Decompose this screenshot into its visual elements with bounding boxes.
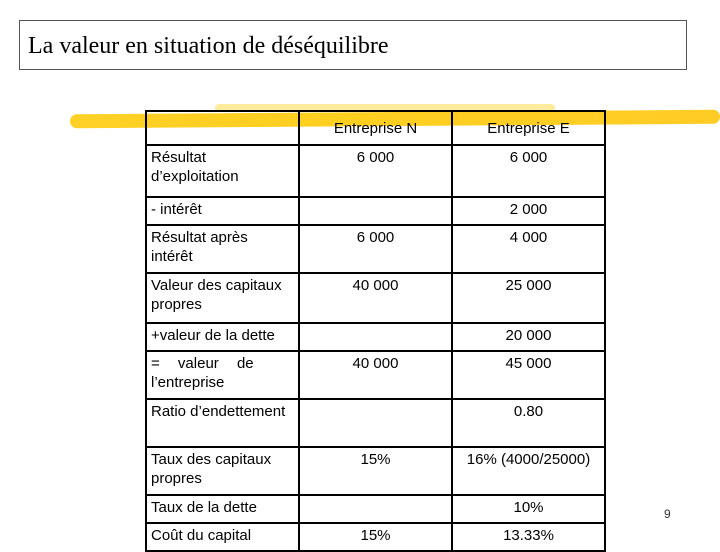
cell-n: 15% [299, 523, 452, 551]
cell-n [299, 495, 452, 523]
cell-e: 25 000 [452, 273, 605, 323]
cell-e: 4 000 [452, 225, 605, 273]
cell-n [299, 197, 452, 225]
table-row [146, 273, 605, 323]
row-label-taux-capitaux-propres: Taux des capitaux propres [146, 447, 299, 495]
cell-n: 40 000 [299, 351, 452, 399]
table-row [146, 197, 605, 225]
table-row [146, 523, 605, 551]
cell-e: 6 000 [452, 145, 605, 197]
table-row [146, 495, 605, 523]
row-label-resultat-exploitation: Résultat d’exploitation [146, 145, 299, 197]
row-label-interet: - intérêt [146, 197, 299, 225]
cell-e: 10% [452, 495, 605, 523]
row-label-cout-capital: Coût du capital [146, 523, 299, 551]
comparison-table [145, 110, 606, 552]
row-label-valeur-capitaux-propres: Valeur des capitaux propres [146, 273, 299, 323]
slide-title: La valeur en situation de déséquilibre [28, 33, 389, 59]
page-number: 9 [664, 507, 671, 521]
label-line-2: l’entreprise [151, 374, 225, 391]
row-label-valeur-dette: +valeur de la dette [146, 323, 299, 351]
cell-e: 0.80 [452, 399, 605, 447]
header-entreprise-n: Entreprise N [299, 111, 452, 145]
title-box [19, 20, 687, 70]
header-empty-cell [146, 111, 299, 145]
cell-n: 6 000 [299, 225, 452, 273]
cell-e: 45 000 [452, 351, 605, 399]
table-row [146, 351, 605, 399]
row-label-taux-dette: Taux de la dette [146, 495, 299, 523]
table-row [146, 225, 605, 273]
table-row [146, 323, 605, 351]
label-line-2: intérêt [151, 248, 193, 265]
cell-n [299, 323, 452, 351]
cell-n: 15% [299, 447, 452, 495]
cell-e: 20 000 [452, 323, 605, 351]
row-label-ratio-endettement: Ratio d’endettement [146, 399, 299, 447]
cell-e: 16% (4000/25000) [452, 447, 605, 495]
table-header-row [146, 111, 605, 145]
row-label-valeur-entreprise [146, 351, 299, 399]
cell-n [299, 399, 452, 447]
cell-n: 40 000 [299, 273, 452, 323]
table-row [146, 447, 605, 495]
table-row [146, 145, 605, 197]
label-line-1: = valeur de [151, 355, 254, 372]
cell-n: 6 000 [299, 145, 452, 197]
header-entreprise-e: Entreprise E [452, 111, 605, 145]
row-label-resultat-apres-interet [146, 225, 299, 273]
table-row [146, 399, 605, 447]
cell-e: 2 000 [452, 197, 605, 225]
label-line-1: Résultat après [151, 229, 248, 246]
cell-e: 13.33% [452, 523, 605, 551]
